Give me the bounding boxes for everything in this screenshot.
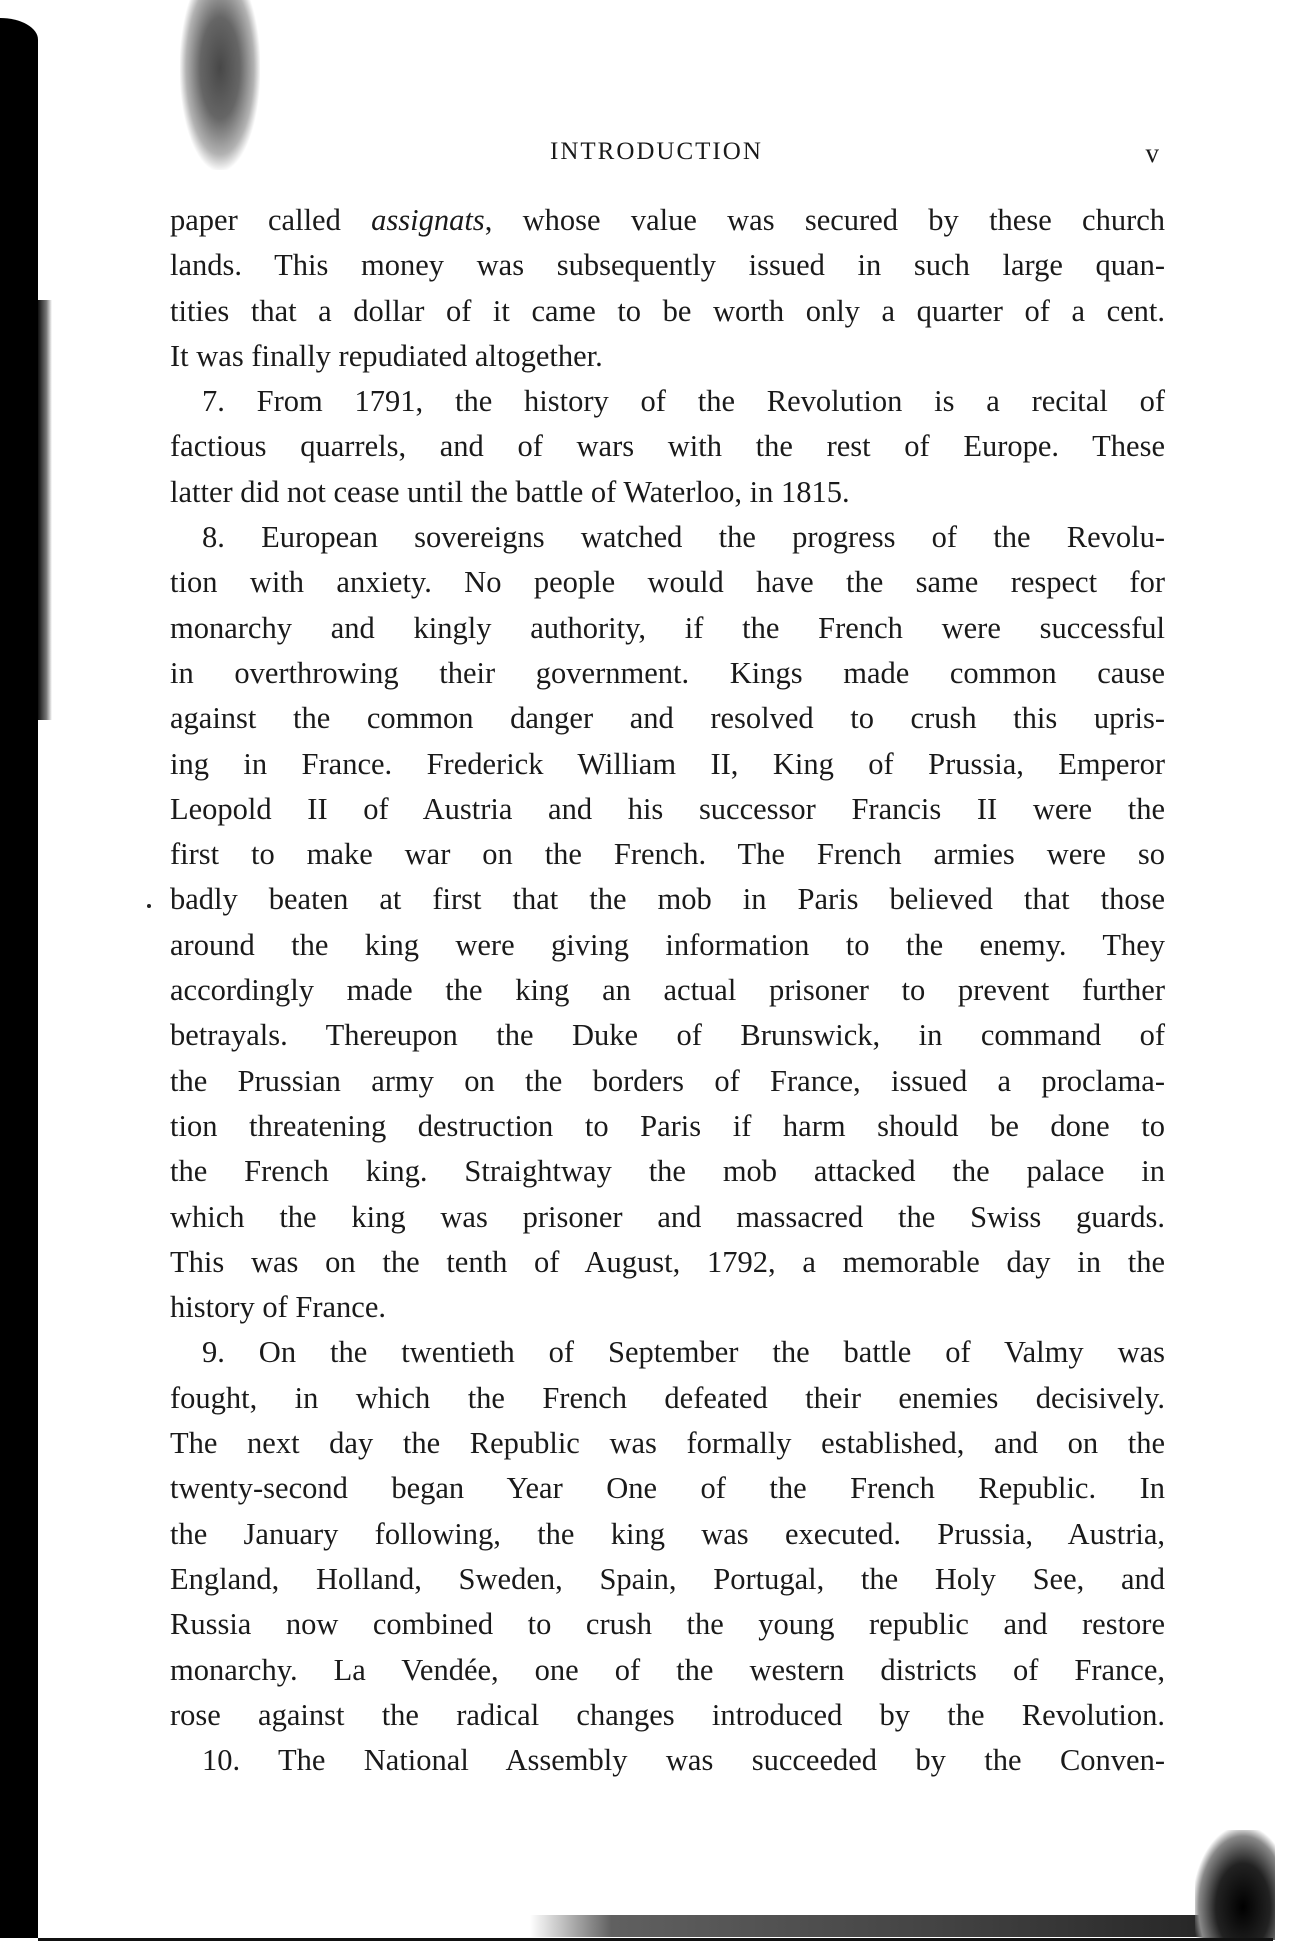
text-line: first to make war on the French. The French armies were so bbox=[170, 837, 1165, 872]
text-line bbox=[170, 198, 1165, 243]
text-line: in overthrowing their government. Kings made common cause bbox=[170, 655, 1165, 690]
text-line: twenty-second began Year One of the French Republic. In bbox=[170, 1471, 1165, 1506]
text-line: tities that a dollar of it came to be worth only a quarter of a cent. bbox=[170, 293, 1165, 328]
text-line: history of France. bbox=[170, 1290, 386, 1325]
text-line: ing in France. Frederick William II, King of Prussia, Emperor bbox=[170, 746, 1165, 781]
text-line: tion threatening destruction to Paris if harm should be done to bbox=[170, 1108, 1165, 1143]
text-line: the French king. Straightway the mob attacked the palace in bbox=[170, 1154, 1165, 1189]
scan-corner-bottom bbox=[1195, 1830, 1275, 1940]
text-line: tion with anxiety. No people would have the same respect for bbox=[170, 565, 1165, 600]
text-line: The next day the Republic was formally established, and on the bbox=[170, 1426, 1165, 1461]
binding-notch-shadow bbox=[38, 300, 52, 720]
scan-smudge-bottom bbox=[530, 1915, 1210, 1937]
text-line: This was on the tenth of August, 1792, a memorable day in the bbox=[170, 1244, 1165, 1279]
text-line: factious quarrels, and of wars with the rest of Europe. These bbox=[170, 429, 1165, 464]
text-line: fought, in which the French defeated their enemies decisively. bbox=[170, 1380, 1165, 1415]
text-line: It was finally repudiated altogether. bbox=[170, 338, 603, 373]
text-line: rose against the radical changes introduced by the Revolution. bbox=[170, 1697, 1165, 1732]
text-line: England, Holland, Sweden, Spain, Portugal, the Holy See, and bbox=[170, 1561, 1165, 1596]
running-title: INTRODUCTION bbox=[550, 138, 763, 165]
binding-edge-shadow bbox=[0, 18, 38, 1938]
text-segment: paper called bbox=[170, 203, 372, 237]
page-bottom-edge bbox=[38, 1938, 1273, 1941]
text-line: betrayals. Thereupon the Duke of Brunswick, in command of bbox=[170, 1018, 1165, 1053]
margin-speck bbox=[147, 904, 151, 908]
text-line: accordingly made the king an actual prisoner to prevent further bbox=[170, 973, 1165, 1008]
paragraph-10-start: 10. The National Assembly was succeeded by the Conven- bbox=[202, 1743, 1165, 1778]
text-line: which the king was prisoner and massacred the Swiss guards. bbox=[170, 1199, 1165, 1234]
paragraph-7-start: 7. From 1791, the history of the Revolution is a recital of bbox=[202, 384, 1165, 419]
paragraph-8-start: 8. European sovereigns watched the progress of the Revolu- bbox=[202, 520, 1165, 555]
text-segment: , whose value was secured by these church bbox=[484, 203, 1166, 237]
text-line: around the king were giving information to the enemy. They bbox=[170, 927, 1165, 962]
text-line: Leopold II of Austria and his successor Francis II were the bbox=[170, 791, 1165, 826]
page-number: v bbox=[1145, 138, 1160, 168]
text-line: monarchy. La Vendée, one of the western districts of France, bbox=[170, 1652, 1165, 1687]
text-line: badly beaten at first that the mob in Paris believed that those bbox=[170, 882, 1165, 917]
running-head bbox=[170, 138, 1160, 178]
paragraph-9-start: 9. On the twentieth of September the battle of Valmy was bbox=[202, 1335, 1165, 1370]
text-line: the January following, the king was executed. Prussia, Austria, bbox=[170, 1516, 1165, 1551]
text-line: against the common danger and resolved to crush this upris- bbox=[170, 701, 1165, 736]
text-line: monarchy and kingly authority, if the French were successful bbox=[170, 610, 1165, 645]
body-text bbox=[170, 198, 1165, 1783]
text-line: Russia now combined to crush the young republic and restore bbox=[170, 1607, 1165, 1642]
text-line: the Prussian army on the borders of France, issued a proclama- bbox=[170, 1063, 1165, 1098]
text-line: latter did not cease until the battle of Waterloo, in 1815. bbox=[170, 474, 850, 509]
text-line: lands. This money was subsequently issued in such large quan- bbox=[170, 248, 1165, 283]
italic-term: assignats bbox=[371, 203, 485, 237]
